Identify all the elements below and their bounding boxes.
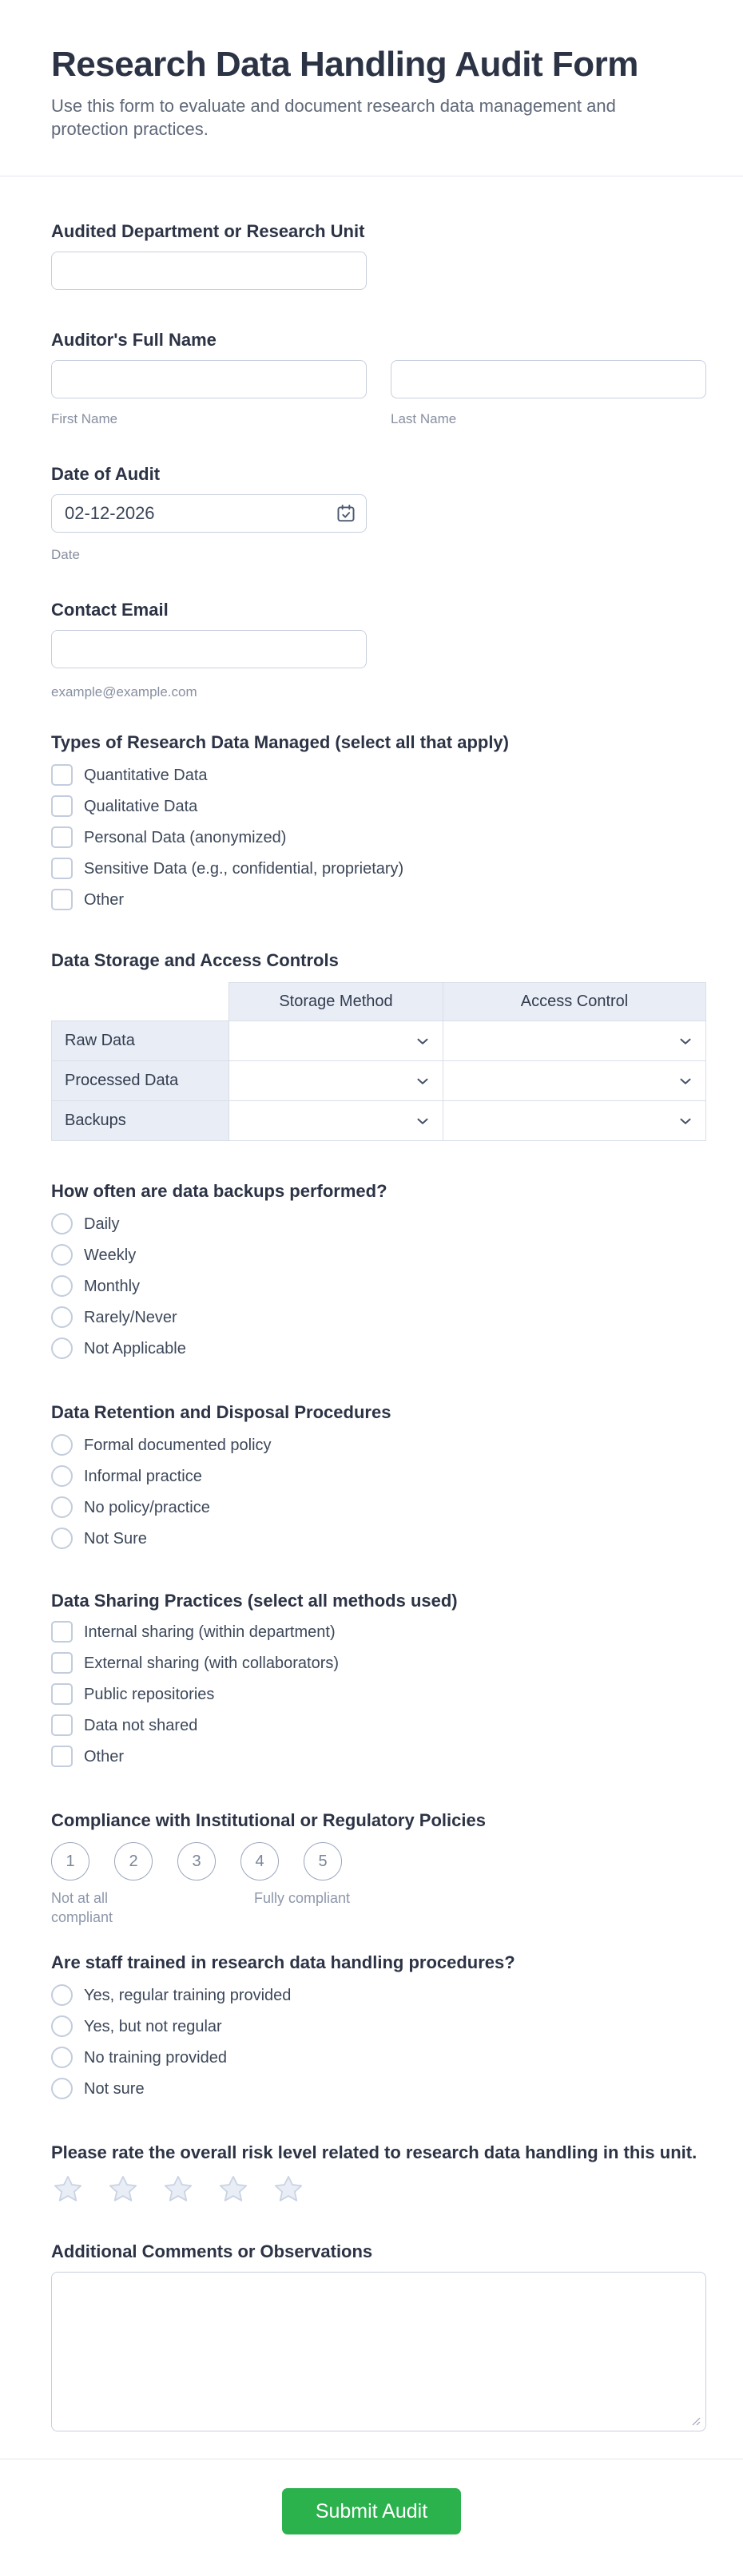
radio-option-label: Not Sure	[84, 1529, 147, 1548]
radio-option[interactable]	[51, 2047, 706, 2068]
radio-option[interactable]	[51, 1496, 706, 1518]
select-raw-data-storage-method[interactable]	[229, 1022, 443, 1060]
checkbox-option-label: Other	[84, 890, 125, 909]
radio-option[interactable]	[51, 1275, 706, 1297]
first-name-column	[51, 360, 367, 427]
question-label: Data Sharing Practices (select all methods used)	[51, 1591, 458, 1611]
checkbox-option[interactable]	[51, 1652, 706, 1674]
checkbox-option[interactable]	[51, 1621, 706, 1643]
department-input[interactable]	[51, 252, 367, 290]
scale-option-5[interactable]: 5	[304, 1842, 342, 1880]
checkbox[interactable]	[51, 764, 73, 786]
radio-option-label: Daily	[84, 1215, 120, 1233]
scale-option-4[interactable]: 4	[240, 1842, 279, 1880]
calendar-check-icon	[336, 514, 356, 526]
checkbox-option-label: Internal sharing (within department)	[84, 1623, 336, 1641]
radio-option-label: Yes, regular training provided	[84, 1986, 292, 2004]
question-contact-email	[51, 600, 706, 700]
checkbox-option[interactable]	[51, 858, 706, 879]
scale-max-label: Fully compliant	[254, 1890, 351, 1906]
radio-option[interactable]	[51, 1306, 706, 1328]
radio-button[interactable]	[51, 1213, 73, 1234]
checkbox-group	[51, 764, 706, 910]
submit-button[interactable]: Submit Audit	[282, 2488, 461, 2534]
question-label: Date of Audit	[51, 464, 161, 484]
radio-button[interactable]	[51, 2047, 73, 2068]
form-body	[0, 221, 743, 2431]
radio-button[interactable]	[51, 2078, 73, 2099]
question-label: Auditor's Full Name	[51, 330, 217, 350]
radio-option-label: Not Applicable	[84, 1339, 186, 1357]
table-row-header: Backups	[52, 1101, 229, 1141]
radio-option[interactable]	[51, 1434, 706, 1456]
radio-option-label: Informal practice	[84, 1467, 202, 1485]
calendar-picker-button[interactable]	[336, 503, 356, 524]
radio-button[interactable]	[51, 1496, 73, 1518]
checkbox-option-label: External sharing (with collaborators)	[84, 1654, 340, 1672]
scale-option-1[interactable]: 1	[51, 1842, 89, 1880]
question-risk-rating	[51, 2142, 706, 2206]
checkbox[interactable]	[51, 858, 73, 879]
scale-min-label: Not at all compliant	[51, 1890, 113, 1925]
scale-rating	[51, 1842, 706, 1880]
question-backup-frequency	[51, 1181, 706, 1359]
radio-button[interactable]	[51, 1306, 73, 1328]
checkbox[interactable]	[51, 1621, 73, 1643]
question-auditor-name	[51, 330, 706, 427]
checkbox[interactable]	[51, 1746, 73, 1767]
radio-option-label: Weekly	[84, 1246, 137, 1264]
table-row	[52, 1021, 706, 1061]
checkbox-option-label: Sensitive Data (e.g., confidential, proprietary)	[84, 859, 404, 878]
star-icon[interactable]	[217, 2173, 250, 2206]
radio-button[interactable]	[51, 1275, 73, 1297]
question-label: Additional Comments or Observations	[51, 2241, 373, 2261]
table-row	[52, 1101, 706, 1141]
checkbox[interactable]	[51, 889, 73, 910]
scale-option-3[interactable]: 3	[177, 1842, 216, 1880]
radio-option-label: Rarely/Never	[84, 1308, 177, 1326]
question-storage-access	[51, 950, 706, 1141]
radio-option[interactable]	[51, 1984, 706, 2006]
select-backups-storage-method[interactable]	[229, 1102, 443, 1140]
checkbox-option[interactable]	[51, 1746, 706, 1767]
question-comments	[51, 2241, 706, 2431]
star-icon[interactable]	[51, 2173, 85, 2206]
radio-option-label: Not sure	[84, 2079, 145, 2098]
radio-option-label: Monthly	[84, 1277, 141, 1295]
question-label: Contact Email	[51, 600, 169, 620]
radio-option[interactable]	[51, 1465, 706, 1487]
table-column-header: Storage Method	[229, 983, 443, 1021]
checkbox-option[interactable]	[51, 764, 706, 786]
radio-button[interactable]	[51, 1338, 73, 1359]
date-field	[51, 494, 367, 533]
checkbox-option[interactable]	[51, 795, 706, 817]
checkbox[interactable]	[51, 826, 73, 848]
email-sublabel: example@example.com	[51, 684, 197, 699]
first-name-input[interactable]	[51, 360, 367, 398]
date-input[interactable]	[51, 494, 367, 533]
checkbox-group	[51, 1621, 706, 1767]
scale-option-2[interactable]: 2	[114, 1842, 153, 1880]
radio-button[interactable]	[51, 1244, 73, 1266]
table-header-row	[52, 983, 706, 1021]
star-icon[interactable]	[272, 2173, 305, 2206]
comments-textarea[interactable]	[51, 2272, 706, 2431]
question-audit-date	[51, 464, 706, 563]
radio-option[interactable]	[51, 1244, 706, 1266]
checkbox-option[interactable]	[51, 1714, 706, 1736]
question-sharing	[51, 1591, 706, 1767]
resize-handle-icon[interactable]	[691, 2416, 701, 2426]
checkbox[interactable]	[51, 1683, 73, 1705]
radio-option[interactable]	[51, 1338, 706, 1359]
form-subtitle: Use this form to evaluate and document research data management and protection practices.	[51, 96, 616, 139]
radio-option[interactable]	[51, 2078, 706, 2099]
question-data-types	[51, 732, 706, 910]
table-row-header: Raw Data	[52, 1021, 229, 1061]
question-department	[51, 221, 706, 290]
question-compliance-scale	[51, 1810, 706, 1927]
question-label: How often are data backups performed?	[51, 1181, 387, 1201]
checkbox-option-label: Quantitative Data	[84, 766, 208, 784]
question-label: Data Storage and Access Controls	[51, 950, 339, 970]
checkbox-option-label: Public repositories	[84, 1685, 215, 1703]
question-retention	[51, 1402, 706, 1549]
last-name-sublabel: Last Name	[391, 411, 457, 426]
form-title: Research Data Handling Audit Form	[51, 45, 638, 84]
comments-field	[51, 2272, 706, 2431]
radio-group	[51, 1984, 706, 2099]
checkbox-option[interactable]	[51, 889, 706, 910]
table-row-header: Processed Data	[52, 1061, 229, 1101]
radio-button[interactable]	[51, 1465, 73, 1487]
question-label: Audited Department or Research Unit	[51, 221, 365, 241]
checkbox[interactable]	[51, 1714, 73, 1736]
first-name-sublabel: First Name	[51, 411, 118, 426]
table-column-header: Access Control	[443, 983, 706, 1021]
star-icon[interactable]	[161, 2173, 195, 2206]
radio-button[interactable]	[51, 1984, 73, 2006]
radio-button[interactable]	[51, 2015, 73, 2037]
table-corner-cell	[52, 983, 229, 1021]
checkbox-option[interactable]	[51, 1683, 706, 1705]
radio-option-label: Formal documented policy	[84, 1436, 272, 1454]
question-label: Are staff trained in research data handling procedures?	[51, 1952, 515, 1972]
form-header	[0, 0, 743, 176]
checkbox-option-label: Data not shared	[84, 1716, 198, 1734]
radio-group	[51, 1434, 706, 1549]
checkbox-option-label: Personal Data (anonymized)	[84, 828, 287, 846]
select-backups-access-control[interactable]	[443, 1102, 705, 1140]
submit-row	[0, 2488, 743, 2576]
select-processed-data-access-control[interactable]	[443, 1062, 705, 1100]
select-raw-data-access-control[interactable]	[443, 1022, 705, 1060]
checkbox-option-label: Other	[84, 1747, 125, 1766]
radio-option-label: No policy/practice	[84, 1498, 210, 1516]
question-label: Compliance with Institutional or Regulatory Policies	[51, 1810, 486, 1830]
email-input[interactable]	[51, 630, 367, 668]
scale-labels	[51, 1888, 706, 1927]
question-label: Types of Research Data Managed (select all that apply)	[51, 732, 509, 752]
checkbox-option-label: Qualitative Data	[84, 797, 198, 815]
select-processed-data-storage-method[interactable]	[229, 1062, 443, 1100]
radio-button[interactable]	[51, 1528, 73, 1549]
question-training	[51, 1952, 706, 2099]
star-icon[interactable]	[106, 2173, 140, 2206]
checkbox[interactable]	[51, 795, 73, 817]
radio-button[interactable]	[51, 1434, 73, 1456]
last-name-input[interactable]	[391, 360, 706, 398]
table-row	[52, 1061, 706, 1101]
radio-group	[51, 1213, 706, 1359]
storage-access-table	[51, 982, 706, 1141]
question-label: Please rate the overall risk level related to research data handling in this unit.	[51, 2142, 697, 2162]
radio-option[interactable]	[51, 1528, 706, 1549]
date-sublabel: Date	[51, 547, 80, 562]
radio-option-label: No training provided	[84, 2048, 227, 2067]
radio-option[interactable]	[51, 2015, 706, 2037]
radio-option[interactable]	[51, 1213, 706, 1234]
star-rating	[51, 2173, 706, 2206]
last-name-column	[391, 360, 706, 427]
checkbox-option[interactable]	[51, 826, 706, 848]
checkbox[interactable]	[51, 1652, 73, 1674]
radio-option-label: Yes, but not regular	[84, 2017, 222, 2035]
name-fields-row	[51, 360, 706, 427]
question-label: Data Retention and Disposal Procedures	[51, 1402, 391, 1422]
